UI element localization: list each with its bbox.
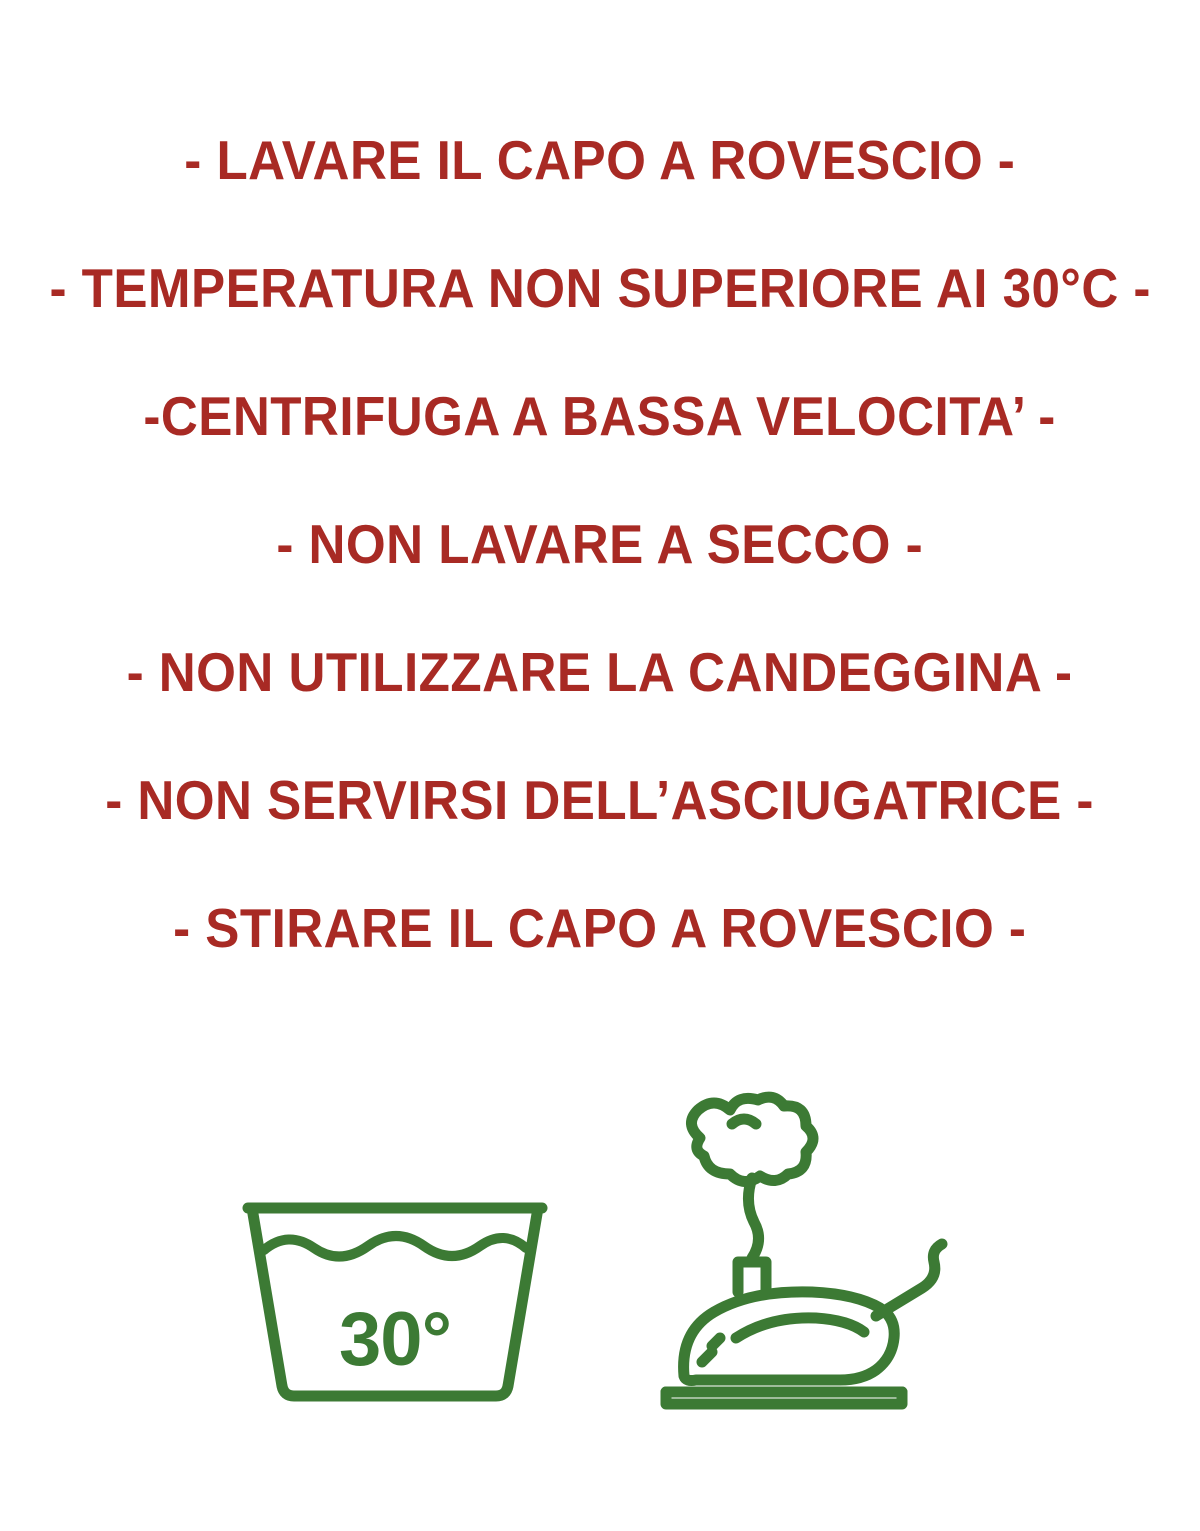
wash-tub-30-icon xyxy=(230,1090,560,1420)
list-item: - LAVARE IL CAPO A ROVESCIO - xyxy=(184,129,1016,191)
care-symbols-row xyxy=(0,1090,1200,1425)
wash-symbol xyxy=(230,1090,560,1425)
wash-temperature-label: 30° xyxy=(339,1297,451,1382)
list-item: - NON LAVARE A SECCO - xyxy=(276,513,924,575)
steam-iron-icon xyxy=(640,1090,970,1420)
list-item: - NON SERVIRSI DELL’ASCIUGATRICE - xyxy=(105,769,1095,831)
list-item: -CENTRIFUGA A BASSA VELOCITA’ - xyxy=(143,385,1057,447)
iron-symbol xyxy=(640,1090,970,1425)
list-item: - TEMPERATURA NON SUPERIORE AI 30°C - xyxy=(49,257,1151,319)
list-item: - NON UTILIZZARE LA CANDEGGINA - xyxy=(127,641,1073,703)
list-item: - STIRARE IL CAPO A ROVESCIO - xyxy=(173,897,1027,959)
